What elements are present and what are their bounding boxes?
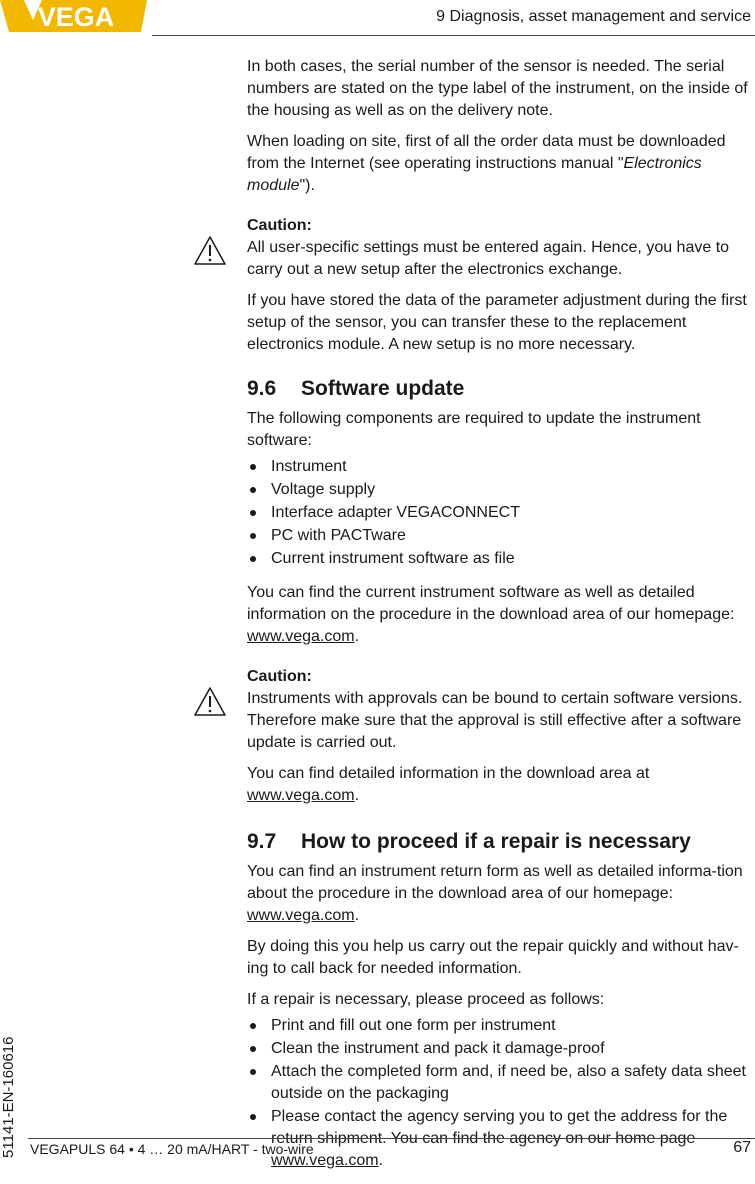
- svg-text:VEGA: VEGA: [37, 2, 115, 32]
- vega-website-link[interactable]: www.vega.com: [247, 787, 355, 804]
- list-item: Please contact the agency serving you to get the address for the return shipment. You can find the agency on our home page www.vega.com.: [247, 1106, 755, 1172]
- footer-rule: [28, 1138, 755, 1139]
- vega-logo: [0, 0, 150, 32]
- list-item: Voltage supply: [247, 479, 755, 501]
- required-components-list: [247, 456, 755, 570]
- caution-paragraph-1: Instruments with approvals can be bound to certain software versions. Therefore make sure that the approval is still effective after a software update is carried out.: [247, 690, 743, 751]
- main-content: [247, 56, 755, 1184]
- vega-website-link[interactable]: www.vega.com: [247, 628, 355, 645]
- chapter-title: 9 Diagnosis, asset management and service: [436, 8, 751, 25]
- repair-paragraph-2: By doing this you help us carry out the repair quickly and without hav-ing to call back for needed information.: [247, 938, 739, 977]
- intro-paragraph-1: In both cases, the serial number of the sensor is needed. The serial numbers are stated on the type label of the instrument, on the inside of the housing as well as on the delivery note.: [247, 58, 748, 119]
- caution-title: Caution:: [247, 668, 312, 685]
- warning-triangle-icon: [193, 686, 227, 717]
- page-number: 67: [733, 1139, 751, 1156]
- warning-triangle-icon: [193, 235, 227, 266]
- software-update-intro: The following components are required to update the instrument software:: [247, 410, 701, 449]
- repair-steps-list: [247, 1015, 755, 1172]
- list-item: Instrument: [247, 456, 755, 478]
- caution-paragraph-2: You can find detailed information in the download area at www.vega.com.: [247, 765, 650, 804]
- intro-paragraph-2: When loading on site, first of all the order data must be downloaded from the Internet (see operating instructions manual "Electronics module").: [247, 133, 726, 194]
- vega-website-link[interactable]: www.vega.com: [271, 1152, 379, 1169]
- list-item: PC with PACTware: [247, 525, 755, 547]
- list-item: Attach the completed form and, if need be, also a safety data sheet outside on the packaging: [247, 1061, 755, 1105]
- software-download-paragraph: You can find the current instrument software as well as detailed information on the procedure in the download area of our homepage: www.vega.com.: [247, 584, 735, 645]
- vega-website-link[interactable]: www.vega.com: [247, 907, 355, 924]
- list-item: Current instrument software as file: [247, 548, 755, 570]
- repair-paragraph-1: You can find an instrument return form as well as detailed informa-tion about the procedure in the download area of our homepage: www.vega.com.: [247, 863, 743, 924]
- section-heading-software-update: 9.6 Software update: [247, 377, 465, 400]
- repair-paragraph-3: If a repair is necessary, please proceed as follows:: [247, 991, 605, 1008]
- list-item: Clean the instrument and pack it damage-proof: [247, 1038, 755, 1060]
- caution-block-1: [247, 215, 755, 356]
- caution-paragraph-2: If you have stored the data of the parameter adjustment during the first setup of the sensor, you can transfer these to the replacement electronics module. A new setup is no more necessary.: [247, 292, 747, 353]
- section-heading-repair: 9.7 How to proceed if a repair is necessary: [247, 830, 691, 853]
- document-code: 51141-EN-160616: [0, 1036, 17, 1158]
- caution-paragraph-1: All user-specific settings must be entered again. Hence, you have to carry out a new setup after the electronics exchange.: [247, 239, 730, 278]
- caution-title: Caution:: [247, 217, 312, 234]
- manual-title: Electronics module: [247, 155, 702, 194]
- list-item: Interface adapter VEGACONNECT: [247, 502, 755, 524]
- list-item: Print and fill out one form per instrument: [247, 1015, 755, 1037]
- footer-product-line: VEGAPULS 64 • 4 … 20 mA/HART - two-wire: [30, 1141, 314, 1157]
- caution-block-2: [247, 666, 755, 807]
- header-rule: [152, 35, 755, 36]
